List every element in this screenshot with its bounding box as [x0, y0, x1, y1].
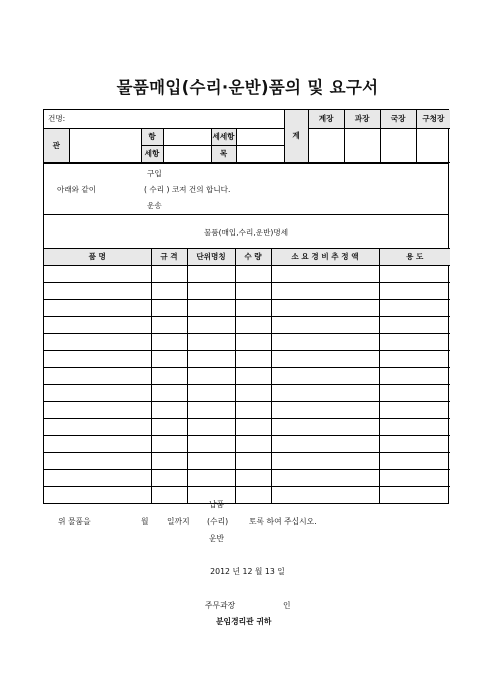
gye-label: 계: [284, 110, 308, 162]
cell-spec[interactable]: [151, 316, 187, 333]
sehang-label: 세항: [141, 145, 163, 162]
list-title-row: [44, 214, 448, 248]
cell-purpose[interactable]: [379, 367, 450, 384]
cell-spec[interactable]: [151, 333, 187, 350]
cell-purpose[interactable]: [379, 401, 450, 418]
footer-option-transport: 운반: [209, 534, 225, 543]
cell-purpose[interactable]: [379, 452, 450, 469]
cell-unit[interactable]: [187, 367, 235, 384]
subject-field[interactable]: [44, 110, 284, 128]
cell-spec[interactable]: [151, 435, 187, 452]
cell-quantity[interactable]: [235, 299, 271, 316]
table-row: [44, 384, 450, 401]
col-estimated-cost: 소 요 경 비 추 정 액: [271, 248, 379, 265]
sesehang-label: 세세항: [211, 128, 236, 145]
cell-spec[interactable]: [151, 299, 187, 316]
col-quantity: 수 량: [235, 248, 271, 265]
col-item-name: 품 명: [44, 248, 151, 265]
items-table: [44, 248, 450, 503]
cell-estimated-cost[interactable]: [271, 452, 379, 469]
table-row: [44, 435, 450, 452]
cell-unit[interactable]: [187, 401, 235, 418]
department-head: 주무과장: [205, 601, 236, 610]
cell-item-name[interactable]: [44, 333, 151, 350]
cell-purpose[interactable]: [379, 316, 450, 333]
cell-unit[interactable]: [187, 333, 235, 350]
cell-spec[interactable]: [151, 265, 187, 282]
cell-purpose[interactable]: [379, 384, 450, 401]
cell-item-name[interactable]: [44, 486, 151, 503]
cell-quantity[interactable]: [235, 401, 271, 418]
approver-1: 계장: [308, 110, 344, 128]
cell-quantity[interactable]: [235, 350, 271, 367]
cell-unit[interactable]: [187, 435, 235, 452]
document-title: 물품매입(수리·운반)품의 및 요구서: [116, 78, 379, 97]
cell-item-name[interactable]: [44, 452, 151, 469]
table-row: [44, 367, 450, 384]
cell-item-name[interactable]: [44, 469, 151, 486]
cell-item-name[interactable]: [44, 350, 151, 367]
cell-estimated-cost[interactable]: [271, 486, 379, 503]
approver-3: 국장: [380, 110, 416, 128]
request-form: [43, 109, 449, 504]
request-statement: [44, 163, 448, 214]
col-purpose: 용 도: [379, 248, 450, 265]
cell-unit[interactable]: [187, 350, 235, 367]
table-row: [44, 299, 450, 316]
seal-mark: 인: [283, 601, 291, 610]
cell-estimated-cost[interactable]: [271, 367, 379, 384]
sign-box-3[interactable]: [380, 128, 416, 162]
cell-purpose[interactable]: [379, 350, 450, 367]
cell-estimated-cost[interactable]: [271, 384, 379, 401]
approver-4: 구청장: [416, 110, 450, 128]
cell-spec[interactable]: [151, 282, 187, 299]
cell-quantity[interactable]: [235, 282, 271, 299]
footer-text-e: 토록 하여 주십시오.: [249, 517, 317, 526]
cell-spec[interactable]: [151, 367, 187, 384]
col-unit: 단위명칭: [187, 248, 235, 265]
recipient: 분임경리관 귀하: [216, 617, 272, 626]
cell-purpose[interactable]: [379, 299, 450, 316]
table-row: [44, 350, 450, 367]
cell-unit[interactable]: [187, 316, 235, 333]
footer-text-a: 위 물품을: [58, 517, 91, 526]
hang-field[interactable]: [163, 128, 211, 145]
cell-purpose[interactable]: [379, 282, 450, 299]
sign-box-2[interactable]: [344, 128, 380, 162]
cell-quantity[interactable]: [235, 469, 271, 486]
cell-quantity[interactable]: [235, 486, 271, 503]
list-title: 물품(매입,수리,운반)명세: [203, 227, 289, 237]
footer-day: 일까지: [167, 517, 190, 526]
table-row: [44, 401, 450, 418]
cell-quantity[interactable]: [235, 435, 271, 452]
cell-purpose[interactable]: [379, 265, 450, 282]
cell-spec[interactable]: [151, 384, 187, 401]
hang-label: 항: [141, 128, 163, 145]
sesehang-field[interactable]: [236, 128, 284, 145]
table-row: [44, 486, 450, 503]
cell-spec[interactable]: [151, 452, 187, 469]
cell-quantity[interactable]: [235, 384, 271, 401]
table-row: [44, 418, 450, 435]
cell-item-name[interactable]: [44, 265, 151, 282]
sign-box-1[interactable]: [308, 128, 344, 162]
sehang-field[interactable]: [163, 145, 211, 162]
table-row: [44, 333, 450, 350]
cell-spec[interactable]: [151, 469, 187, 486]
subject-label: 건명:: [48, 114, 66, 124]
table-row: [44, 469, 450, 486]
cell-estimated-cost[interactable]: [271, 401, 379, 418]
request-option-transport: 운송: [147, 200, 162, 210]
cell-quantity[interactable]: [235, 316, 271, 333]
cell-spec[interactable]: [151, 418, 187, 435]
request-option-buy: 구입: [147, 168, 162, 178]
cell-item-name[interactable]: [44, 282, 151, 299]
cell-estimated-cost[interactable]: [271, 435, 379, 452]
cell-unit[interactable]: [187, 384, 235, 401]
mok-field[interactable]: [236, 145, 284, 162]
request-option-repair: ( 수리 ) 코져 건의 합니다.: [144, 184, 231, 194]
mok-label: 목: [211, 145, 236, 162]
cell-estimated-cost[interactable]: [271, 299, 379, 316]
cell-purpose[interactable]: [379, 418, 450, 435]
cell-unit[interactable]: [187, 469, 235, 486]
footer-option-repair: (수리): [207, 517, 229, 526]
cell-estimated-cost[interactable]: [271, 265, 379, 282]
cell-item-name[interactable]: [44, 435, 151, 452]
cell-purpose[interactable]: [379, 486, 450, 503]
cell-unit[interactable]: [187, 299, 235, 316]
table-row: [44, 282, 450, 299]
table-row: [44, 452, 450, 469]
cell-purpose[interactable]: [379, 469, 450, 486]
cell-estimated-cost[interactable]: [271, 469, 379, 486]
cell-quantity[interactable]: [235, 367, 271, 384]
gwan-field[interactable]: [69, 128, 141, 162]
cell-unit[interactable]: [187, 452, 235, 469]
cell-estimated-cost[interactable]: [271, 333, 379, 350]
cell-spec[interactable]: [151, 350, 187, 367]
sign-box-4[interactable]: [416, 128, 450, 162]
cell-item-name[interactable]: [44, 299, 151, 316]
header-table: [44, 110, 450, 163]
footer-option-deliver: 납품: [209, 500, 225, 509]
table-row: [44, 316, 450, 333]
cell-estimated-cost[interactable]: [271, 282, 379, 299]
footer-month: 월: [141, 517, 149, 526]
cell-quantity[interactable]: [235, 333, 271, 350]
cell-spec[interactable]: [151, 401, 187, 418]
item-rows: [44, 265, 450, 503]
col-spec: 규 격: [151, 248, 187, 265]
cell-quantity[interactable]: [235, 452, 271, 469]
cell-estimated-cost[interactable]: [271, 350, 379, 367]
cell-unit[interactable]: [187, 265, 235, 282]
cell-item-name[interactable]: [44, 384, 151, 401]
cell-item-name[interactable]: [44, 418, 151, 435]
cell-item-name[interactable]: [44, 401, 151, 418]
cell-quantity[interactable]: [235, 265, 271, 282]
cell-spec[interactable]: [151, 486, 187, 503]
cell-estimated-cost[interactable]: [271, 316, 379, 333]
document-date: 2012 년 12 월 13 일: [210, 567, 285, 576]
cell-item-name[interactable]: [44, 316, 151, 333]
cell-purpose[interactable]: [379, 333, 450, 350]
approver-2: 과장: [344, 110, 380, 128]
cell-estimated-cost[interactable]: [271, 418, 379, 435]
cell-item-name[interactable]: [44, 367, 151, 384]
cell-unit[interactable]: [187, 282, 235, 299]
request-prefix: 아래와 같이: [57, 184, 97, 194]
cell-purpose[interactable]: [379, 435, 450, 452]
table-row: [44, 265, 450, 282]
cell-unit[interactable]: [187, 418, 235, 435]
cell-quantity[interactable]: [235, 418, 271, 435]
gwan-label: 관: [44, 128, 69, 162]
